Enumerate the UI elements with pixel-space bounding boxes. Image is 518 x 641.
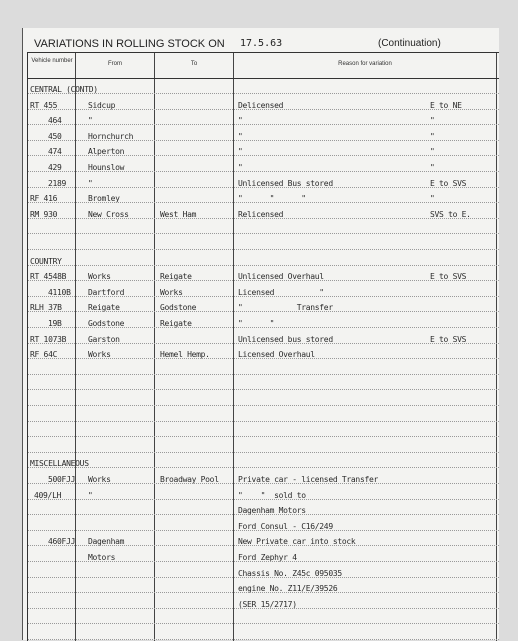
- row-from-cell: Hounslow: [88, 163, 125, 172]
- row-reason-cell: New Private car into stock: [238, 537, 356, 547]
- row-from-cell: New Cross: [88, 209, 129, 219]
- row-reason-cell: Ford Zephyr 4: [238, 553, 297, 562]
- ruled-line: [28, 374, 499, 375]
- ruled-line: [28, 608, 499, 609]
- row-to-cell: Reigate: [160, 272, 192, 282]
- row-vehicle-cell: COUNTRY: [30, 256, 62, 266]
- row-transfer-cell: ": [430, 163, 435, 172]
- document-date: 17.5.63: [240, 38, 283, 49]
- row-reason-cell: Private car - licensed Transfer: [238, 475, 379, 484]
- column-divider: [496, 53, 497, 641]
- row-transfer-cell: SVS to E.: [430, 209, 471, 219]
- row-transfer-cell: ": [430, 194, 435, 204]
- ruled-line: [28, 499, 499, 500]
- row-transfer-cell: E to SVS: [430, 272, 467, 282]
- ruled-line: [28, 155, 499, 156]
- row-reason-cell: Relicensed: [238, 209, 284, 219]
- ruled-line: [28, 421, 499, 422]
- ruled-line: [28, 218, 499, 219]
- row-from-cell: Dartford: [88, 287, 125, 297]
- row-reason-cell: " Transfer: [238, 303, 333, 313]
- continuation-label: (Continuation): [378, 38, 441, 49]
- ruled-line: [28, 343, 499, 344]
- row-reason-cell: Licensed Overhaul: [238, 350, 315, 360]
- row-vehicle-cell: 464: [48, 116, 62, 126]
- row-to-cell: Hemel Hemp.: [160, 350, 210, 360]
- ruled-line: [28, 311, 499, 312]
- row-from-cell: Alperton: [88, 147, 125, 157]
- row-to-cell: Reigate: [160, 319, 192, 328]
- row-transfer-cell: ": [430, 131, 435, 141]
- row-vehicle-cell: 409/LH: [34, 490, 62, 500]
- row-reason-cell: Ford Consul - C16/249: [238, 521, 333, 531]
- row-vehicle-cell: 4110B: [48, 287, 71, 297]
- ruled-line: [28, 296, 499, 297]
- ruled-line: [28, 249, 499, 250]
- ruled-line: [28, 545, 499, 546]
- ruled-line: [28, 561, 499, 562]
- ruled-line: [28, 592, 499, 593]
- header-rule: [28, 78, 499, 79]
- row-vehicle-cell: RF 416: [30, 194, 58, 204]
- row-vehicle-cell: 429: [48, 163, 62, 172]
- column-divider: [233, 53, 234, 641]
- row-reason-cell: ": [238, 131, 243, 141]
- row-reason-cell: Chassis No. Z45c 095035: [238, 568, 342, 578]
- row-vehicle-cell: RF 64C: [30, 350, 58, 360]
- row-reason-cell: ": [238, 163, 243, 172]
- row-vehicle-cell: RT 1073B: [30, 334, 67, 344]
- ruled-line: [28, 109, 499, 110]
- row-vehicle-cell: 450: [48, 131, 62, 141]
- row-vehicle-cell: CENTRAL (CONTD): [30, 85, 98, 94]
- row-transfer-cell: E to SVS: [430, 178, 467, 188]
- row-transfer-cell: ": [430, 147, 435, 157]
- column-divider: [75, 53, 76, 641]
- row-reason-cell: Unlicensed Bus stored: [238, 178, 333, 188]
- ruled-line: [28, 577, 499, 578]
- row-vehicle-cell: 19B: [48, 319, 62, 328]
- row-to-cell: Works: [160, 287, 183, 297]
- row-reason-cell: engine No. Z11/E/39526: [238, 584, 338, 594]
- row-reason-cell: " " sold to: [238, 490, 306, 500]
- document-title: VARIATIONS IN ROLLING STOCK ON: [34, 38, 225, 50]
- to-column-header: To: [190, 61, 198, 67]
- row-reason-cell: " " ": [238, 194, 306, 204]
- row-vehicle-cell: RM 930: [30, 209, 58, 219]
- ruled-line: [28, 327, 499, 328]
- row-from-cell: ": [88, 116, 93, 126]
- row-transfer-cell: ": [430, 116, 435, 126]
- ruled-line: [28, 358, 499, 359]
- row-from-cell: Dagenham: [88, 537, 125, 547]
- row-reason-cell: Unlicensed bus stored: [238, 334, 333, 344]
- row-vehicle-cell: RT 455: [30, 100, 58, 110]
- row-to-cell: West Ham: [160, 209, 197, 219]
- ruled-line: [28, 483, 499, 484]
- row-vehicle-cell: 500FJJ: [48, 475, 76, 484]
- ruled-line: [28, 623, 499, 624]
- ruled-line: [28, 452, 499, 453]
- ruled-line: [28, 202, 499, 203]
- row-vehicle-cell: 460FJJ: [48, 537, 76, 547]
- row-vehicle-cell: RT 4548B: [30, 272, 67, 282]
- ruled-line: [28, 530, 499, 531]
- row-from-cell: Sidcup: [88, 100, 116, 110]
- row-to-cell: Broadway Pool: [160, 475, 219, 484]
- row-from-cell: Bromley: [88, 194, 120, 204]
- ruled-line: [28, 233, 499, 234]
- row-from-cell: Works: [88, 350, 111, 360]
- row-from-cell: ": [88, 490, 93, 500]
- row-vehicle-cell: RLH 37B: [30, 303, 62, 313]
- row-reason-cell: Licensed ": [238, 287, 324, 297]
- column-divider: [154, 53, 155, 641]
- ruled-line: [28, 467, 499, 468]
- ruled-line: [28, 93, 499, 94]
- row-from-cell: Godstone: [88, 319, 125, 328]
- row-from-cell: Works: [88, 475, 111, 484]
- row-from-cell: Hornchurch: [88, 131, 134, 141]
- row-from-cell: Reigate: [88, 303, 120, 313]
- row-transfer-cell: E to NE: [430, 100, 462, 110]
- ruled-line: [28, 187, 499, 188]
- ruled-line: [28, 124, 499, 125]
- row-reason-cell: " ": [238, 319, 275, 328]
- ruled-line: [28, 436, 499, 437]
- vehicle-column-header: Vehicle number: [31, 58, 73, 64]
- rolling-stock-table: [27, 52, 499, 641]
- row-reason-cell: Unlicensed Overhaul: [238, 272, 324, 282]
- ruled-line: [28, 265, 499, 266]
- row-reason-cell: Dagenham Motors: [238, 506, 306, 516]
- row-reason-cell: ": [238, 147, 243, 157]
- row-from-cell: Garston: [88, 334, 120, 344]
- row-from-cell: Works: [88, 272, 111, 282]
- ruled-line: [28, 171, 499, 172]
- ruled-line: [28, 405, 499, 406]
- row-vehicle-cell: MISCELLANEOUS: [30, 459, 89, 469]
- row-transfer-cell: E to SVS: [430, 334, 467, 344]
- row-from-cell: Motors: [88, 553, 116, 562]
- row-reason-cell: Delicensed: [238, 100, 284, 110]
- from-column-header: From: [108, 61, 122, 67]
- ruled-line: [28, 514, 499, 515]
- ruled-line: [28, 389, 499, 390]
- reason-column-header: Reason for variation: [338, 61, 392, 67]
- row-to-cell: Godstone: [160, 303, 197, 313]
- ruled-line: [28, 280, 499, 281]
- row-vehicle-cell: 2189: [48, 178, 67, 188]
- row-reason-cell: ": [238, 116, 243, 126]
- row-vehicle-cell: 474: [48, 147, 62, 157]
- row-reason-cell: (SER 15/2717): [238, 599, 297, 609]
- row-from-cell: ": [88, 178, 93, 188]
- ruled-line: [28, 140, 499, 141]
